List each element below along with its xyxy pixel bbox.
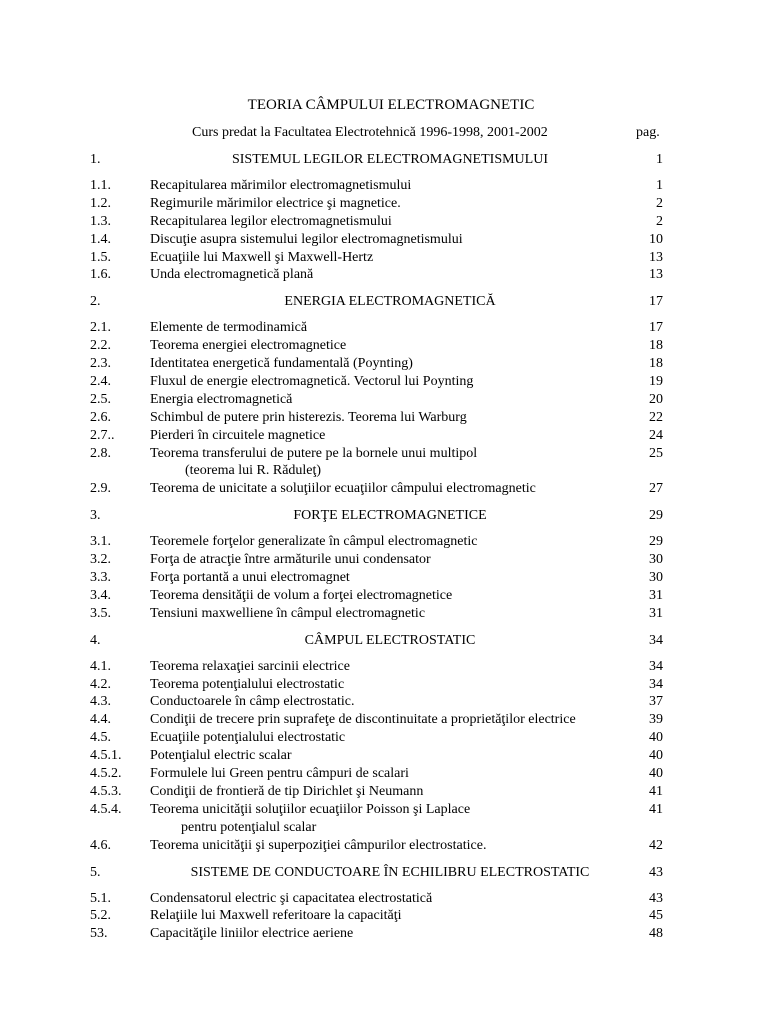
entry-page: 48 <box>649 926 663 942</box>
entry-page: 1 <box>656 178 663 193</box>
entry-page: 41 <box>649 801 663 817</box>
toc-entry <box>0 677 768 695</box>
entry-title: Teorema relaxaţiei sarcinii electrice <box>150 658 350 674</box>
entry-number: 53. <box>90 926 108 942</box>
chapter-title: SISTEME DE CONDUCTOARE ÎN ECHILIBRU ELECTROSTATIC <box>190 864 590 880</box>
entry-page: 18 <box>649 338 663 354</box>
page-column-header: pag. <box>636 125 660 140</box>
entry-page: 40 <box>649 748 663 764</box>
toc-entry <box>0 446 768 464</box>
entry-title: Ecuaţiile lui Maxwell şi Maxwell-Hertz <box>150 249 374 265</box>
entry-page: 13 <box>649 249 663 265</box>
entry-number: 3.4. <box>90 587 111 603</box>
entry-page: 31 <box>649 605 663 621</box>
chapter-number: 3. <box>90 508 101 524</box>
entry-number: 1.6. <box>90 267 111 283</box>
entry-title: Teorema potenţialului electrostatic <box>150 676 345 692</box>
entry-title: Formulele lui Green pentru câmpuri de scalari <box>150 766 409 782</box>
entry-page: 30 <box>649 552 663 568</box>
entry-page: 17 <box>649 320 663 336</box>
toc-entry <box>0 694 768 712</box>
chapter-title: FORŢE ELECTROMAGNETICE <box>293 508 487 524</box>
entry-title: Teorema densităţii de volum a forţei electromagnetice <box>150 587 453 603</box>
entry-title: Teorema energiei electromagnetice <box>150 338 347 354</box>
entry-number: 1.3. <box>90 213 111 229</box>
entry-number: 4.5.2. <box>90 766 122 782</box>
toc-entry <box>0 891 768 909</box>
entry-title: Capacităţile liniilor electrice aeriene <box>150 926 354 942</box>
chapter-heading <box>0 292 768 317</box>
entry-number: 1.5. <box>90 249 111 265</box>
entry-number: 2.8. <box>90 445 111 461</box>
toc-entry <box>0 588 768 606</box>
entry-number: 5.1. <box>90 890 111 906</box>
toc-entry <box>0 392 768 410</box>
entry-title: Energia electromagnetică <box>150 391 293 407</box>
toc-entry <box>0 659 768 677</box>
entry-title: Teorema unicităţii şi superpoziţiei câmpurilor electrostatice. <box>150 837 487 853</box>
table-of-contents <box>0 150 768 944</box>
chapter-page: 17 <box>649 294 663 310</box>
chapter-page: 29 <box>649 508 663 524</box>
entry-number: 4.5.3. <box>90 783 122 799</box>
entry-page: 18 <box>649 356 663 372</box>
entry-title: Condensatorul electric şi capacitatea electrostatică <box>150 890 433 906</box>
chapter-page: 1 <box>656 152 663 167</box>
toc-entry <box>0 178 768 196</box>
entry-page: 41 <box>649 783 663 799</box>
chapter-page: 34 <box>649 632 663 648</box>
entry-number: 4.4. <box>90 712 111 728</box>
entry-title: Potenţialul electric scalar <box>150 748 292 764</box>
entry-page: 45 <box>649 908 663 924</box>
entry-title: Conductoarele în câmp electrostatic. <box>150 694 355 710</box>
toc-entry <box>0 338 768 356</box>
entry-page: 27 <box>649 481 663 497</box>
entry-title: Identitatea energetică fundamentală (Poynting) <box>150 356 413 372</box>
chapter-title: CÂMPUL ELECTROSTATIC <box>304 632 476 648</box>
entry-title: Relaţiile lui Maxwell referitoare la capacităţi <box>150 908 402 924</box>
entry-page: 22 <box>649 409 663 425</box>
chapter-title: ENERGIA ELECTROMAGNETICĂ <box>284 294 496 310</box>
entry-number: 4.5.1. <box>90 748 122 764</box>
toc-entry <box>0 428 768 446</box>
entry-page: 40 <box>649 766 663 782</box>
toc-entry <box>0 802 768 820</box>
entry-number: 5.2. <box>90 908 111 924</box>
entry-title: Forţa de atracţie între armăturile unui condensator <box>150 552 431 568</box>
toc-entry <box>0 926 768 944</box>
entry-title: Teoremele forţelor generalizate în câmpul electromagnetic <box>150 534 478 550</box>
toc-entry <box>0 196 768 214</box>
entry-title: Condiţii de trecere prin suprafeţe de discontinuitate a proprietăţilor electrice <box>150 712 576 728</box>
entry-number: 3.3. <box>90 570 111 586</box>
toc-entry <box>0 374 768 392</box>
entry-title: (teorema lui R. Răduleţ) <box>185 463 322 479</box>
entry-number: 2.9. <box>90 481 111 497</box>
document-subtitle: Curs predat la Facultatea Electrotehnică 1996-1998, 2001-2002 <box>192 125 548 140</box>
entry-number: 2.7.. <box>90 427 115 443</box>
entry-page: 19 <box>649 374 663 390</box>
entry-page: 42 <box>649 837 663 853</box>
entry-page: 34 <box>649 658 663 674</box>
entry-page: 43 <box>649 890 663 906</box>
entry-number: 4.6. <box>90 837 111 853</box>
entry-title: Regimurile mărimilor electrice şi magnetice. <box>150 195 401 211</box>
entry-page: 34 <box>649 676 663 692</box>
entry-title: Condiţii de frontieră de tip Dirichlet şi Neumann <box>150 783 424 799</box>
entry-page: 20 <box>649 391 663 407</box>
entry-title: Unda electromagnetică plană <box>150 267 314 283</box>
toc-entry <box>0 908 768 926</box>
toc-entry <box>0 320 768 338</box>
entry-number: 2.1. <box>90 320 111 336</box>
entry-title: pentru potenţialul scalar <box>181 819 317 835</box>
entry-number: 1.4. <box>90 231 111 247</box>
entry-title: Ecuaţiile potenţialului electrostatic <box>150 730 346 746</box>
entry-number: 4.2. <box>90 676 111 692</box>
entry-number: 1.2. <box>90 195 111 211</box>
toc-entry <box>0 838 768 856</box>
entry-page: 2 <box>656 213 663 229</box>
chapter-title: SISTEMUL LEGILOR ELECTROMAGNETISMULUI <box>231 152 548 167</box>
entry-page: 10 <box>649 231 663 247</box>
entry-page: 29 <box>649 534 663 550</box>
chapter-number: 1. <box>90 152 101 167</box>
entry-page: 25 <box>649 445 663 461</box>
entry-page: 30 <box>649 570 663 586</box>
entry-number: 3.5. <box>90 605 111 621</box>
toc-entry <box>0 730 768 748</box>
toc-entry <box>0 463 768 481</box>
entry-number: 2.3. <box>90 356 111 372</box>
document-title: TEORIA CÂMPULUI ELECTROMAGNETIC <box>247 97 535 113</box>
entry-number: 4.5.4. <box>90 801 122 817</box>
toc-entry <box>0 784 768 802</box>
entry-number: 3.2. <box>90 552 111 568</box>
entry-title: Pierderi în circuitele magnetice <box>150 427 326 443</box>
toc-entry <box>0 534 768 552</box>
entry-title: Discuţie asupra sistemului legilor electromagnetismului <box>150 231 463 247</box>
entry-page: 40 <box>649 730 663 746</box>
toc-entry <box>0 552 768 570</box>
toc-entry <box>0 766 768 784</box>
entry-number: 4.5. <box>90 730 111 746</box>
entry-page: 13 <box>649 267 663 283</box>
entry-title: Teorema de unicitate a soluţiilor ecuaţiilor câmpului electromagnetic <box>150 481 536 497</box>
entry-number: 2.5. <box>90 391 111 407</box>
entry-page: 24 <box>649 427 663 443</box>
toc-entry <box>0 214 768 232</box>
entry-title: Teorema unicităţii soluţiilor ecuaţiilor Poisson şi Laplace <box>150 801 471 817</box>
entry-title: Schimbul de putere prin histerezis. Teorema lui Warburg <box>150 409 467 425</box>
toc-entry <box>0 820 768 838</box>
entry-number: 2.6. <box>90 409 111 425</box>
entry-page: 31 <box>649 587 663 603</box>
entry-number: 4.3. <box>90 694 111 710</box>
toc-entry <box>0 481 768 499</box>
entry-title: Recapitularea legilor electromagnetismului <box>150 213 392 229</box>
entry-page: 39 <box>649 712 663 728</box>
entry-number: 1.1. <box>90 178 111 193</box>
entry-title: Recapitularea mărimilor electromagnetismului <box>150 178 412 193</box>
chapter-heading <box>0 506 768 531</box>
entry-title: Teorema transferului de putere pe la bornele unui multipol <box>150 445 478 461</box>
entry-title: Elemente de termodinamică <box>150 320 308 336</box>
entry-page: 37 <box>649 694 663 710</box>
entry-title: Forţa portantă a unui electromagnet <box>150 570 350 586</box>
toc-entry <box>0 356 768 374</box>
entry-number: 3.1. <box>90 534 111 550</box>
toc-entry <box>0 748 768 766</box>
chapter-number: 5. <box>90 864 101 880</box>
chapter-heading <box>0 150 768 175</box>
toc-entry <box>0 606 768 624</box>
toc-entry <box>0 267 768 285</box>
toc-entry <box>0 410 768 428</box>
chapter-page: 43 <box>649 864 663 880</box>
chapter-heading <box>0 863 768 888</box>
toc-entry <box>0 570 768 588</box>
toc-entry <box>0 250 768 268</box>
entry-number: 4.1. <box>90 658 111 674</box>
entry-title: Fluxul de energie electromagnetică. Vectorul lui Poynting <box>150 374 474 390</box>
entry-page: 2 <box>656 195 663 211</box>
toc-entry <box>0 232 768 250</box>
entry-title: Tensiuni maxwelliene în câmpul electromagnetic <box>150 605 426 621</box>
chapter-number: 4. <box>90 632 101 648</box>
toc-entry <box>0 712 768 730</box>
chapter-number: 2. <box>90 294 101 310</box>
entry-number: 2.4. <box>90 374 111 390</box>
entry-number: 2.2. <box>90 338 111 354</box>
chapter-heading <box>0 631 768 656</box>
